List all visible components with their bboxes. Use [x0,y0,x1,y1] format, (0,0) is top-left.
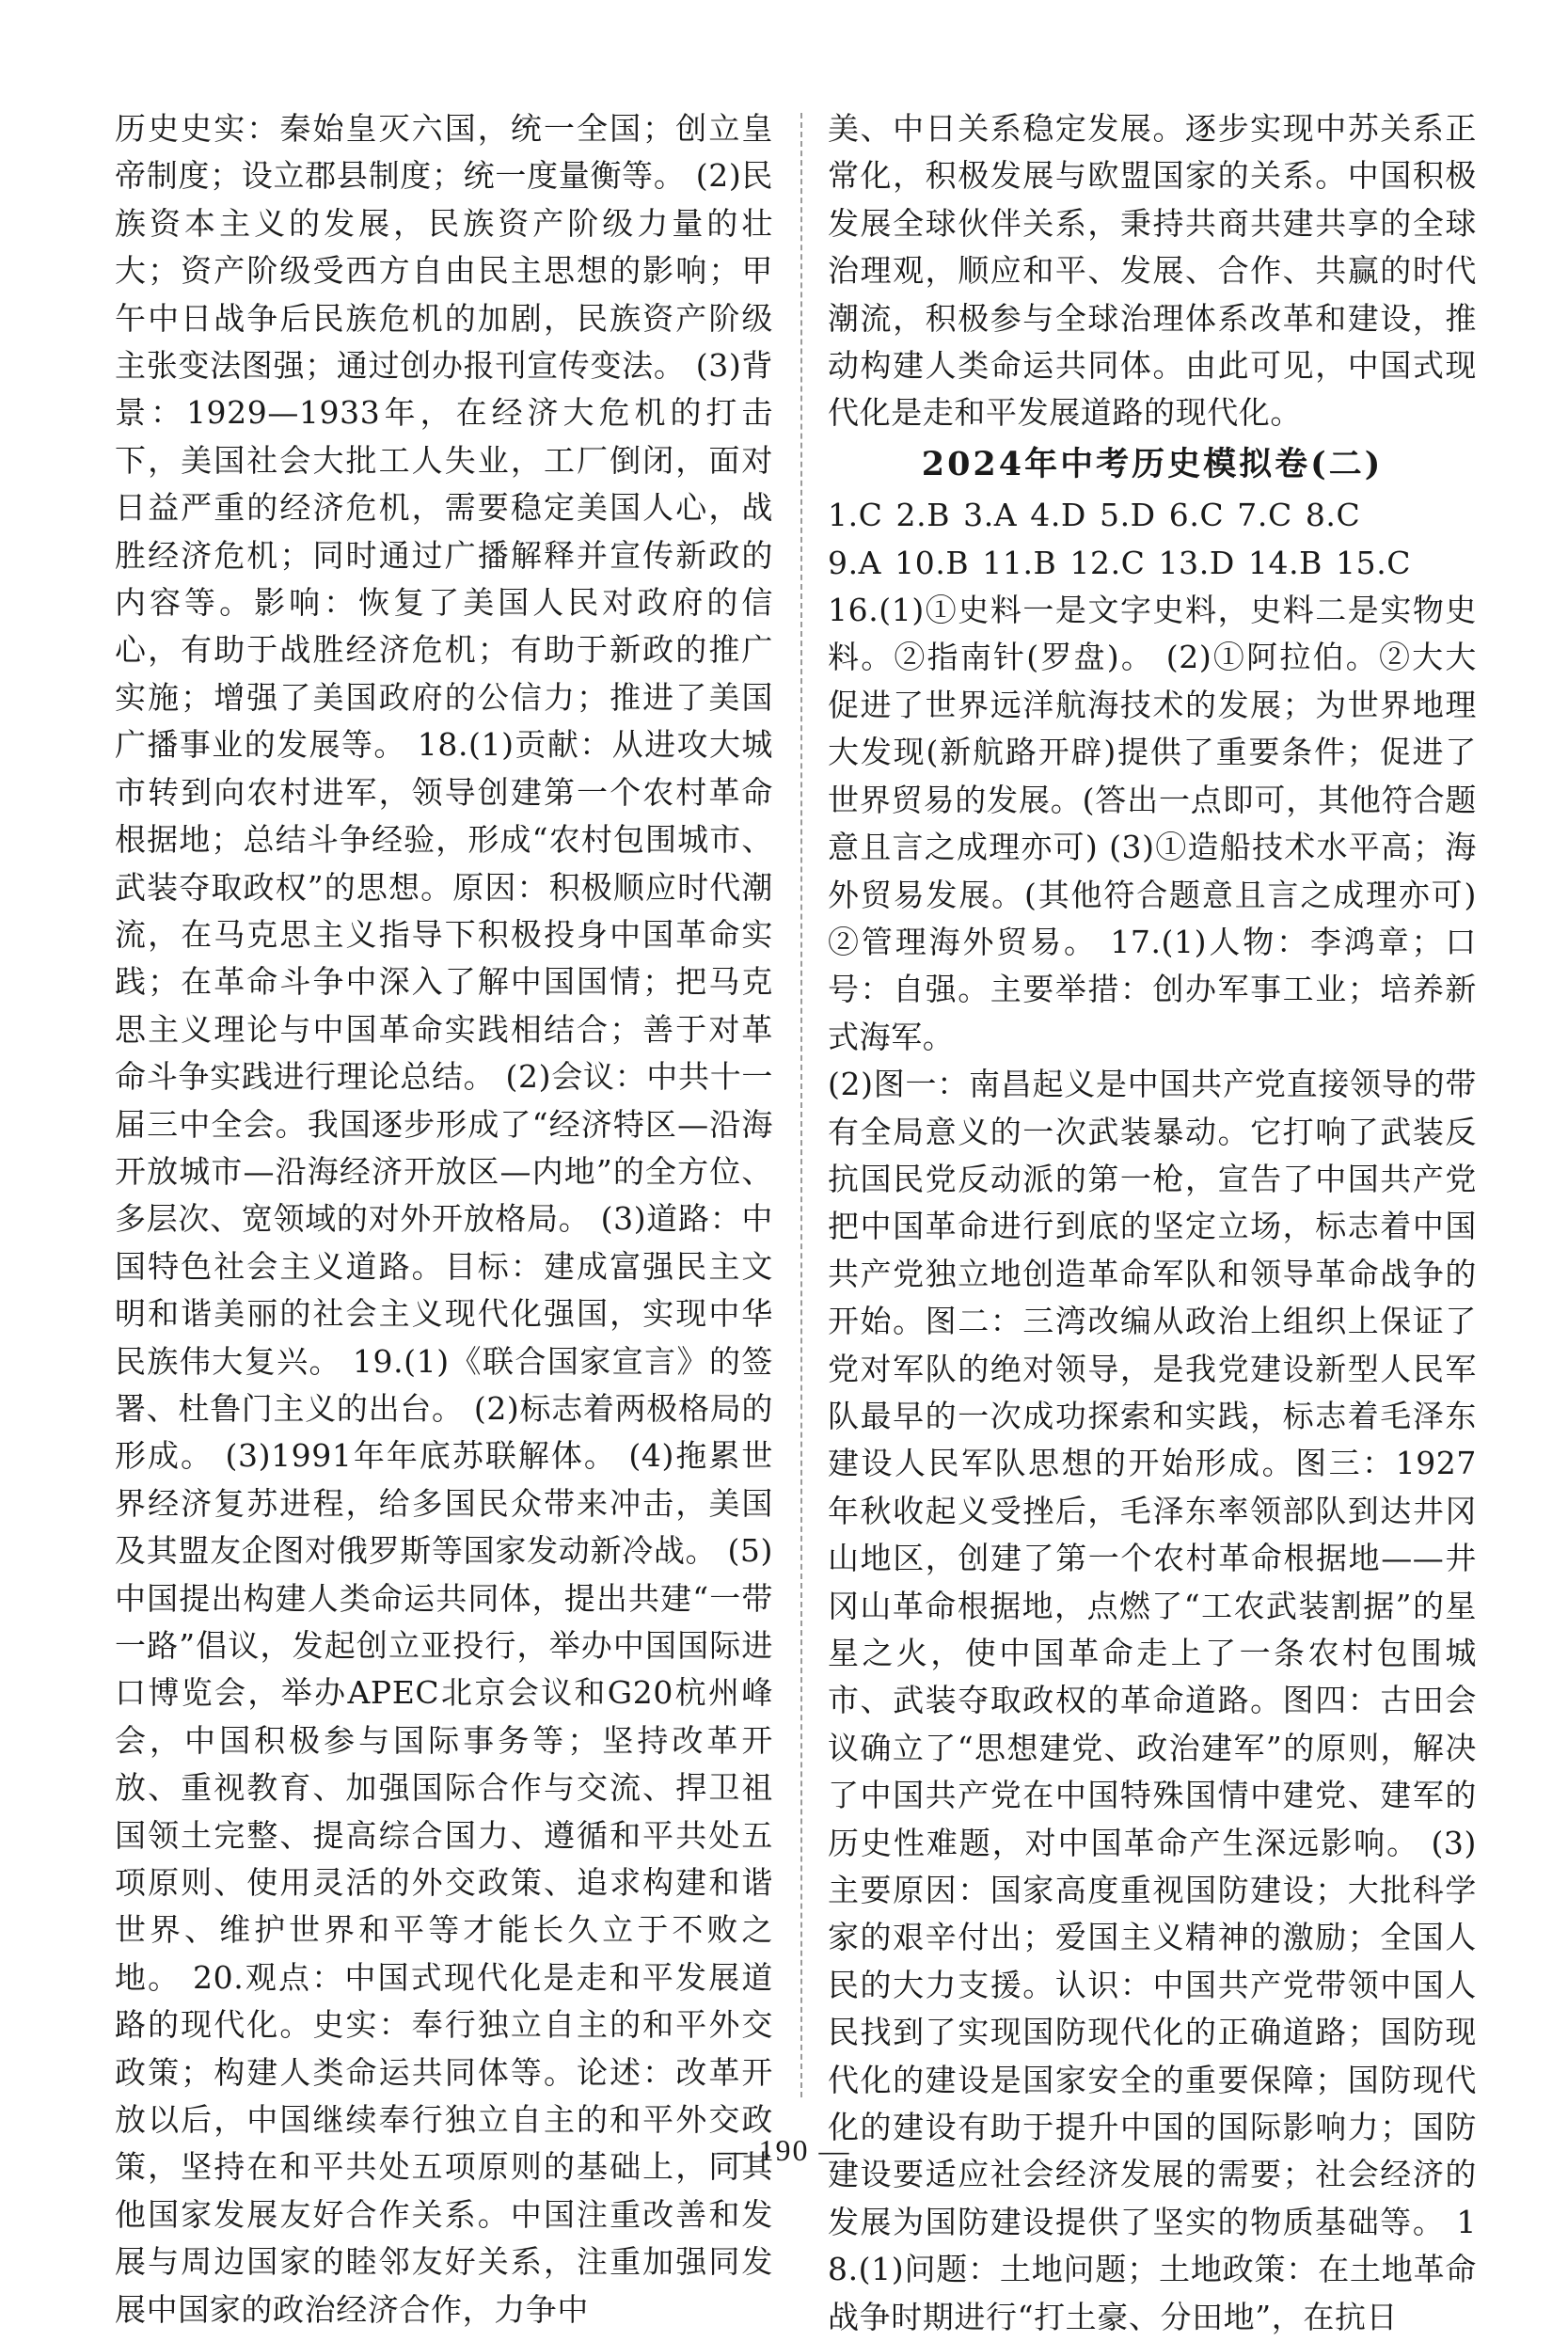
right-column-intro: 美、中日关系稳定发展。逐步实现中苏关系正常化，积极发展与欧盟国家的关系。中国积极发展全球伙伴关系，秉持共商共建共享的全球治理观，顺应和平、发展、合作、共赢的时代潮流，积极参与全球治理体系改革和建设，推动构建人类命运共同体。由此可见，中国式现代化是走和平发展道路的现代化。 [828,110,1477,432]
answer-key-row-1 [828,492,1477,539]
answer-item: 2.B [895,497,951,534]
answer-item: 10.B [895,544,970,581]
right-column-text: 16.(1)①史料一是文字史料，史料二是实物史料。②指南针(罗盘)。 (2)①阿拉伯。②大大促进了世界远洋航海技术的发展；为世界地理大发现(新航路开辟)提供了重要条件；促进了世界贸易的发展。(答出一点即可，其他符合题意且言之成理亦可) (3)①造船技术水平高；海外贸易发展。(其他符合题意且言之成理亦可)②管理海外贸易。 17.(1)人物：李鸿章；口号：自强。主要举措：创办军事工业；培养新式海军。 [828,592,1477,1055]
answer-item: 9.A [828,544,882,581]
answer-item: 6.C [1168,497,1225,534]
section-title: 2024年中考历史模拟卷(二) [921,444,1384,483]
column-divider [800,113,802,2097]
answer-item: 12.C [1069,544,1146,581]
answer-item: 7.C [1237,497,1292,534]
left-column-text: 历史史实：秦始皇灭六国，统一全国；创立皇帝制度；设立郡县制度；统一度量衡等。 (2)民族资本主义的发展，民族资产阶级力量的壮大；资产阶级受西方自由民主思想的影响；甲午中日战争后民族危机的加剧，民族资产阶级主张变法图强；通过创办报刊宣传变法。 (3)背景：1929—1933年，在经济大危机的打击下，美国社会大批工人失业，工厂倒闭，面对日益严重的经济危机，需要稳定美国人心，战胜经济危机；同时通过广播解释并宣传新政的内容等。影响：恢复了美国人民对政府的信心，有助于战胜经济危机；有助于新政的推广实施；增强了美国政府的公信力；推进了美国广播事业的发展等。 18.(1)贡献：从进攻大城市转到向农村进军，领导创建第一个农村革命根据地；总结斗争经验，形成“农村包围城市、武装夺取政权”的思想。原因：积极顺应时代潮流，在马克思主义指导下积极投身中国革命实践；在革命斗争中深入了解中国国情；把马克思主义理论与中国革命实践相结合；善于对革命斗争实践进行理论总结。 (2)会议：中共十一届三中全会。我国逐步形成了“经济特区—沿海开放城市—沿海经济开放区—内地”的全方位、多层次、宽领域的对外开放格局。 (3)道路：中国特色社会主义道路。目标：建成富强民主文明和谐美丽的社会主义现代化强国，实现中华民族伟大复兴。 19.(1)《联合国家宣言》的签署、杜鲁门主义的出台。 (2)标志着两极格局的形成。 (3)1991年年底苏联解体。 (4)拖累世界经济复苏进程，给多国民众带来冲击，美国及其盟友企图对俄罗斯等国家发动新冷战。 (5)中国提出构建人类命运共同体，提出共建“一带一路”倡议，发起创立亚投行，举办中国国际进口博览会，举办APEC北京会议和G20杭州峰会，中国积极参与国际事务等；坚持改革开放、重视教育、加强国际合作与交流、捍卫祖国领土完整、提高综合国力、遵循和平共处五项原则、使用灵活的外交政策、追求构建和谐世界、维护世界和平等才能长久立于不败之地。 20.观点：中国式现代化是走和平发展道路的现代化。史实：奉行独立自主的和平外交政策；构建人类命运共同体等。论述：改革开放以后，中国继续奉行独立自主的和平外交政策，坚持在和平共处五项原则的基础上，同其他国家发展友好合作关系。中国注重改善和发展与周边国家的睦邻友好关系，注重加强同发展中国家的政治经济合作，力争中 [115,110,773,2328]
answer-item: 13.D [1158,544,1235,581]
answer-item: 14.B [1247,544,1323,581]
answer-item: 8.C [1305,497,1361,534]
answer-item: 1.C [828,497,883,534]
right-column-text-2: (2)图一：南昌起义是中国共产党直接领导的带有全局意义的一次武装暴动。它打响了武装反抗国民党反动派的第一枪，宣告了中国共产党把中国革命进行到底的坚定立场，标志着中国共产党独立地创造革命军队和领导革命战争的开始。图二：三湾改编从政治上组织上保证了党对军队的绝对领导，是我党建设新型人民军队最早的一次成功探索和实践，标志着毛泽东建设人民军队思想的开始形成。图三：1927年秋收起义受挫后，毛泽东率领部队到达井冈山地区，创建了第一个农村革命根据地——井冈山革命根据地，点燃了“工农武装割据”的星星之火，使中国革命走上了一条农村包围城市、武装夺取政权的革命道路。图四：古田会议确立了“思想建党、政治建军”的原则，解决了中国共产党在中国特殊国情中建党、建军的历史性难题，对中国革命产生深远影响。 (3)主要原因：国家高度重视国防建设；大批科学家的艰辛付出；爱国主义精神的激励；全国人民的大力支援。认识：中国共产党带领中国人民找到了实现国防现代化的正确道路；国防现代化的建设是国家安全的重要保障；国防现代化的建设有助于提升中国的国际影响力；国防建设要适应社会经济发展的需要；社会经济的发展为国防建设提供了坚实的物质基础等。 18.(1)问题：土地问题；土地政策：在土地革命战争时期进行“打土豪、分田地”，在抗日 [828,1066,1477,2335]
answer-item: 3.A [963,497,1018,534]
answer-item: 4.D [1030,497,1086,534]
page-number: — 190 — [717,2133,851,2167]
answer-key-row-2 [828,540,1477,587]
answer-item: 15.C [1336,544,1412,581]
right-column [828,105,1477,2341]
answer-item: 5.D [1099,497,1156,534]
left-column [115,105,773,2333]
answer-item: 11.B [982,544,1057,581]
